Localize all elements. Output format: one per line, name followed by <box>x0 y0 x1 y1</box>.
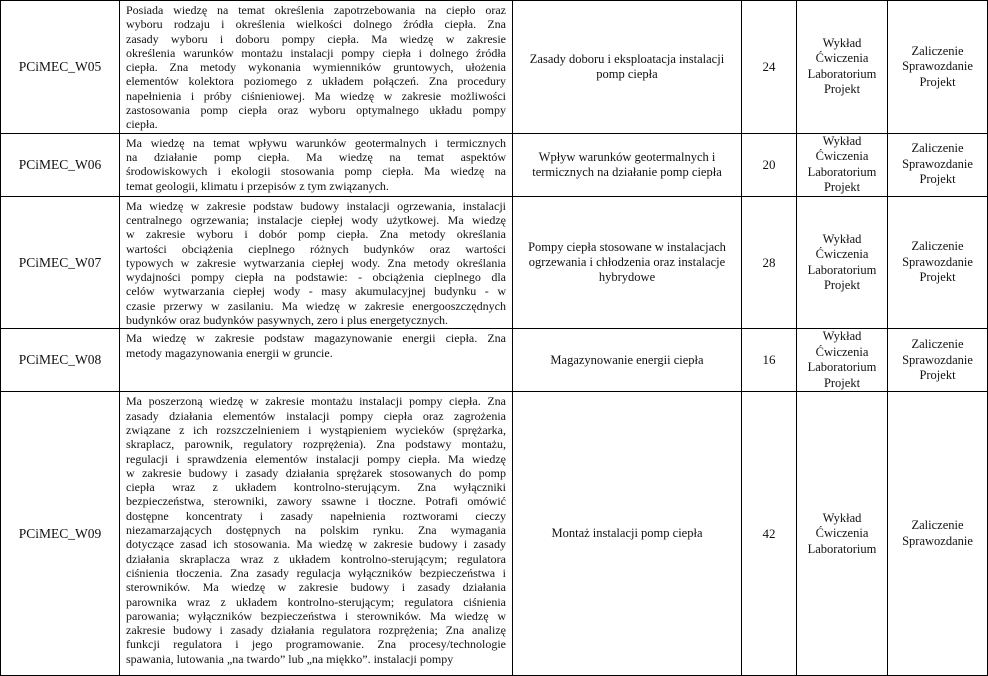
class-form-item: Ćwiczenia <box>815 344 869 359</box>
class-form-item: Laboratorium <box>807 541 877 556</box>
assessment-item: Projekt <box>919 368 956 383</box>
class-forms <box>797 329 888 392</box>
outcome-code: PCiMEC_W07 <box>1 196 120 329</box>
class-form-item: Projekt <box>823 82 861 97</box>
description-line: sterowników. Ma wiedzę w zakresie budowy i zasady działania <box>126 580 506 595</box>
description-line: celów wytwarzania ciepłej wody - masy akumulacyjnej budynku - w <box>126 284 506 299</box>
assessment-item: Zaliczenie <box>911 239 964 254</box>
class-forms <box>797 196 888 329</box>
outcome-description <box>120 1 513 134</box>
description-line: Ma wiedzę na temat wpływu warunków geotermalnych i termicznych <box>126 135 506 150</box>
hours-count: 24 <box>742 1 797 134</box>
assessment-item: Zaliczenie <box>911 43 964 58</box>
table-row <box>1 392 988 676</box>
table-row <box>1 329 988 392</box>
assessment-methods <box>888 392 988 676</box>
description-line: elementów kolektora poziomego z układem połączeń. Zna procedury <box>126 74 506 89</box>
description-line: na działanie pomp ciepła. Ma wiedzę na temat aspektów <box>126 149 506 164</box>
class-form-item: Wykład <box>822 329 862 344</box>
description-line: czasie przerwy w zasilaniu. Ma wiedzę w zakresie energooszczędnych <box>126 298 506 313</box>
outcome-description <box>120 329 513 392</box>
description-line: wyboru rodzaju i określenia wielkości dolnego źródła ciepła. Zna <box>126 17 506 32</box>
class-form-item: Ćwiczenia <box>815 51 869 66</box>
class-form-item: Projekt <box>823 375 861 390</box>
topic-line: ogrzewania i chłodzenia oraz instalacje <box>528 255 726 269</box>
topic-line: Magazynowanie energii ciepła <box>550 352 704 367</box>
description-line: napełnienia i próby ciśnieniowej. Ma wiedzę w zakresie możliwości <box>126 88 506 103</box>
outcome-code: PCiMEC_W09 <box>1 392 120 676</box>
hours-count: 16 <box>742 329 797 392</box>
topic-line: termicznych na działanie pomp ciepła <box>532 164 722 179</box>
assessment-item: Zaliczenie <box>911 141 964 156</box>
description-line: ciepła. <box>126 117 158 132</box>
class-form-item: Laboratorium <box>807 360 877 375</box>
outcome-description <box>120 133 513 196</box>
assessment-methods <box>888 329 988 392</box>
assessment-item: Sprawozdanie <box>902 59 973 74</box>
description-line: w zakresie budowy i zasady działania sprężarek stosowanych do pomp <box>126 465 506 480</box>
assessment-item: Sprawozdanie <box>902 156 973 171</box>
assessment-item: Projekt <box>919 270 956 285</box>
class-form-item: Projekt <box>823 180 861 195</box>
topic-line: pomp ciepła <box>596 66 658 81</box>
assessment-item: Projekt <box>919 172 956 187</box>
class-form-item: Laboratorium <box>807 164 877 179</box>
description-line: zasady działania elementów instalacji pompy ciepła oraz zagrożenia <box>126 408 506 423</box>
class-form-item: Ćwiczenia <box>815 526 869 541</box>
description-line: bezpieczeństwa, sterowniki, zawory ssawne i tłoczne. Potrafi omówić <box>126 494 506 509</box>
course-topic <box>513 196 742 329</box>
course-topic <box>513 329 742 392</box>
class-form-item: Ćwiczenia <box>815 149 869 164</box>
description-line: w zakresie wyboru i dobór pomp ciepła. Zna metody określania <box>126 227 506 242</box>
assessment-item: Zaliczenie <box>911 337 964 352</box>
description-line: Posiada wiedzę na temat określenia zapotrzebowania na ciepło oraz <box>126 3 506 17</box>
description-line: związane z ich rozszczelnieniem i wystąpieniem wycieków (sprężarka, <box>126 422 506 437</box>
description-line: budynków oraz budynków pasywnych, zero i plus energetycznych. <box>126 313 449 328</box>
course-topic <box>513 1 742 134</box>
class-form-item: Laboratorium <box>807 66 877 81</box>
assessment-item: Sprawozdanie <box>902 254 973 269</box>
topic-line: Zasady doboru i eksploatacja instalacji <box>529 51 725 66</box>
class-forms <box>797 133 888 196</box>
description-line: działania skraplacza wraz z układem kontrolno-sterującym; regulatora <box>126 551 506 566</box>
topic-line: Wpływ warunków geotermalnych i <box>538 149 716 164</box>
course-topic <box>513 133 742 196</box>
description-line: środowiskowych i ekologii stosowania pomp ciepła. Ma wiedzę na <box>126 164 506 179</box>
description-line: dostępne koncentraty i zasady napełnienia roztworami cieczy <box>126 508 506 523</box>
table-row <box>1 1 988 134</box>
class-form-item: Projekt <box>823 278 861 292</box>
outcome-description <box>120 392 513 676</box>
description-line: zastosowania pomp ciepła oraz wyboru optymalnego układu pompy <box>126 103 506 118</box>
hours-count: 28 <box>742 196 797 329</box>
outcome-code: PCiMEC_W06 <box>1 133 120 196</box>
assessment-item: Projekt <box>919 74 956 89</box>
topic-line: Montaż instalacji pomp ciepła <box>551 526 703 541</box>
description-line: ciepła. Zna metody wykonania wymienników gruntowych, ułożenia <box>126 60 506 75</box>
description-line: określenia warunków montażu instalacji pompy ciepła i dolnego źródła <box>126 45 506 60</box>
hours-count: 42 <box>742 392 797 676</box>
description-line: Ma wiedzę w zakresie podstaw budowy instalacji ogrzewania, instalacji <box>126 198 506 213</box>
description-line: parownika wraz z układem kontrolno-sterującym; regulatora ciśnienia <box>126 594 506 609</box>
table-row <box>1 196 988 329</box>
class-form-item: Wykład <box>822 510 862 525</box>
topic-line: hybrydowe <box>598 270 656 284</box>
hours-count: 20 <box>742 133 797 196</box>
outcome-code: PCiMEC_W05 <box>1 1 120 134</box>
description-line: centralnego ogrzewania; instalacje ciepłej wody użytkowej. Ma wiedzę <box>126 212 506 227</box>
table-body <box>1 1 988 676</box>
description-line: spawania, lutowania „na twardo” lub „na miękko”. instalacji pompy <box>126 651 454 666</box>
description-line: skraplacz, parownik, regulatory rozprężenia). Zna podstawy montażu, <box>126 437 506 452</box>
class-form-item: Ćwiczenia <box>815 247 869 261</box>
description-line: wydajności pompy ciepła na podstawie: - obciążenia cieplnego dla <box>126 270 506 285</box>
description-line: parowania; wyłączników bezpieczeństwa i sterowników. Ma wiedzę w <box>126 608 506 623</box>
assessment-item: Sprawozdanie <box>902 352 973 367</box>
description-line: niezamarzających dostępnych na polskim rynku. Zna wymagania <box>126 523 506 538</box>
outcome-code: PCiMEC_W08 <box>1 329 120 392</box>
description-line: zakresie budowy i zasady działania regulatora rozprężenia; Zna analizę <box>126 623 506 638</box>
class-forms <box>797 1 888 134</box>
topic-line: Pompy ciepła stosowane w instalacjach <box>528 240 726 254</box>
assessment-methods <box>888 133 988 196</box>
description-line: zasady wyboru i doboru pompy ciepła. Ma wiedzę w zakresie <box>126 31 506 46</box>
assessment-item: Zaliczenie <box>911 518 964 533</box>
description-line: Ma poszerzoną wiedzę w zakresie montażu instalacji pompy ciepła. Zna <box>126 394 506 409</box>
description-line: Ma wiedzę w zakresie podstaw magazynowanie energii ciepła. Zna <box>126 331 506 346</box>
description-line: dotyczące zasad ich stosowania. Ma wiedzę w zakresie budowy i zasady <box>126 537 506 552</box>
assessment-methods <box>888 1 988 134</box>
description-line: temat geologii, klimatu i przepisów z tym związanych. <box>126 178 389 193</box>
description-line: ciepła wraz z układem kontrolno-sterującym. Zna wyłączniki <box>126 480 506 495</box>
class-form-item: Wykład <box>822 35 862 50</box>
course-topic <box>513 392 742 676</box>
description-line: funkcji regulatora i jego programowanie. Zna procesy/technologie <box>126 637 506 652</box>
assessment-methods <box>888 196 988 329</box>
description-line: typowych w zakresie wytwarzania ciepłej wody. Zna metody określania <box>126 255 506 270</box>
description-line: ciśnienia tłoczenia. Zna zasady regulacja wyłączników bezpieczeństwa i <box>126 565 506 580</box>
class-forms <box>797 392 888 676</box>
assessment-item: Sprawozdanie <box>902 533 973 548</box>
description-line: wartości obciążenia cieplnego różnych budynków oraz wartości <box>126 241 506 256</box>
outcome-description <box>120 196 513 329</box>
description-line: regulacji i sprawdzenia elementów instalacji pompy ciepła. Ma wiedzę <box>126 451 506 466</box>
description-line: metody magazynowania energii w gruncie. <box>126 345 333 360</box>
class-form-item: Laboratorium <box>807 262 877 277</box>
table-row <box>1 133 988 196</box>
class-form-item: Wykład <box>822 231 862 246</box>
class-form-item: Wykład <box>822 133 862 148</box>
